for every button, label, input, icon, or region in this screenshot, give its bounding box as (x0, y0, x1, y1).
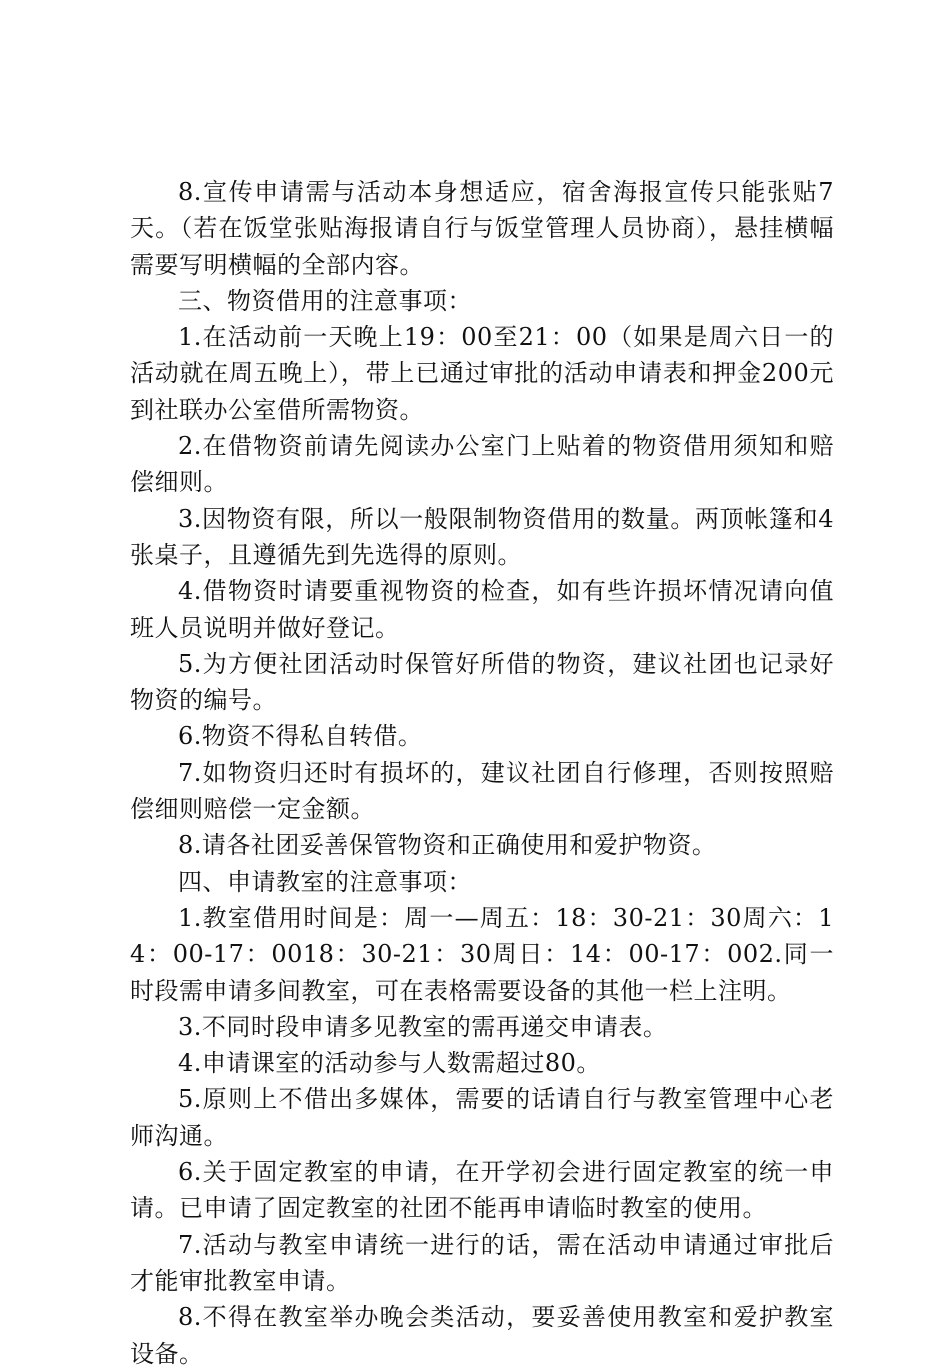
paragraph-materials-8: 8.请各社团妥善保管物资和正确使用和爱护物资。 (178, 831, 717, 860)
paragraph-classroom-5: 5.原则上不借出多媒体，需要的话请自行与教室管理中心老师沟通。 (130, 1085, 834, 1150)
paragraph-materials-1: 1.在活动前一天晚上19：00至21：00（如果是周六日一的活动就在周五晚上），带上已通过审批的活动申请表和押金200元到社联办公室借所需物资。 (130, 323, 834, 424)
section-heading-classroom: 四、申请教室的注意事项： (178, 867, 472, 896)
paragraph-materials-7: 7.如物资归还时有损坏的，建议社团自行修理，否则按照赔偿细则赔偿一定金额。 (130, 758, 834, 824)
paragraph-publicity-8: 8.宣传申请需与活动本身想适应，宿舍海报宣传只能张贴7天。（若在饭堂张贴海报请自行与饭堂管理人员协商），悬挂横幅需要写明横幅的全部内容。 (130, 178, 834, 279)
paragraph-materials-4: 4.借物资时请要重视物资的检查，如有些许损坏情况请向值班人员说明并做好登记。 (130, 577, 834, 642)
document-body (130, 174, 834, 1372)
paragraph-materials-5: 5.为方便社团活动时保管好所借的物资，建议社团也记录好物资的编号。 (130, 649, 834, 715)
paragraph-classroom-1: 1.教室借用时间是：周一—周五：18：30-21：30周六：14：00-17：0018：30-21：30周日：14：00-17：002.同一时段需申请多间教室，可在表格需要设备的其他一栏上注明。 (130, 903, 834, 1005)
paragraph-classroom-8: 8.不得在教室举办晚会类活动，要妥善使用教室和爱护教室设备。 (130, 1303, 834, 1368)
paragraph-materials-3: 3.因物资有限，所以一般限制物资借用的数量。两顶帐篷和4张桌子，且遵循先到先选得的原则。 (130, 504, 834, 569)
paragraph-classroom-3: 3.不同时段申请多见教室的需再递交申请表。 (178, 1012, 668, 1041)
paragraph-classroom-6: 6.关于固定教室的申请，在开学初会进行固定教室的统一申请。已申请了固定教室的社团不能再申请临时教室的使用。 (130, 1158, 834, 1223)
paragraph-materials-2: 2.在借物资前请先阅读办公室门上贴着的物资借用须知和赔偿细则。 (130, 432, 834, 497)
paragraph-materials-6: 6.物资不得私自转借。 (178, 722, 423, 751)
paragraph-classroom-7: 7.活动与教室申请统一进行的话，需在活动申请通过审批后才能审批教室申请。 (130, 1230, 834, 1295)
section-heading-materials: 三、物资借用的注意事项： (178, 286, 472, 315)
paragraph-classroom-4: 4.申请课室的活动参与人数需超过80。 (178, 1049, 601, 1078)
